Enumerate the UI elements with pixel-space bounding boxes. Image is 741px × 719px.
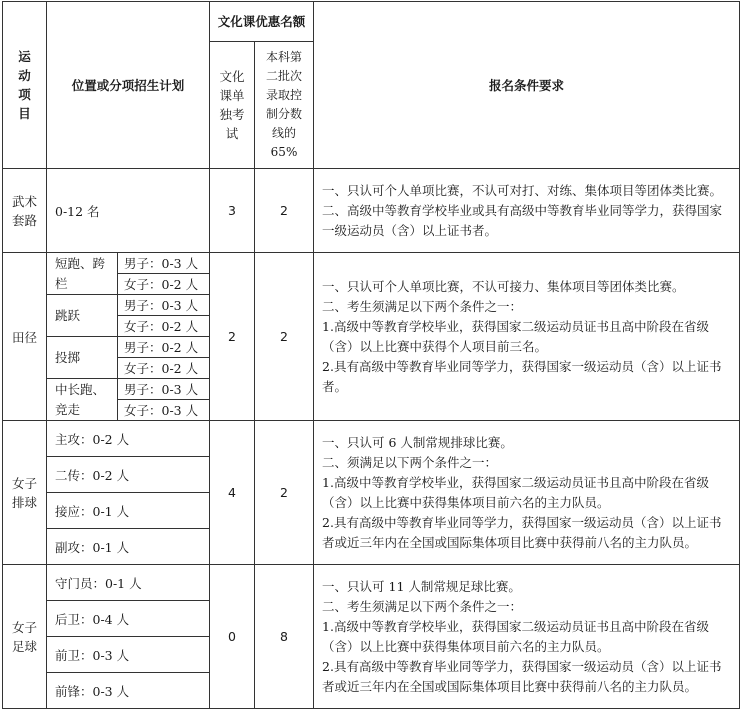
header-requirements: 报名条件要求 <box>314 2 740 169</box>
wushu-single: 3 <box>210 169 255 253</box>
sport-wushu <box>3 169 47 253</box>
requirement-line: 2.具有高级中等教育毕业同等学力，获得国家一级运动员（含）以上证书者或近三年内在全国或国际集体项目比赛中获得前八名的主力队员。 <box>322 658 722 694</box>
header-sport <box>3 2 47 169</box>
tianjing-event: 投掷 <box>47 337 118 379</box>
volleyball-single: 4 <box>210 421 255 565</box>
header-plan: 位置或分项招生计划 <box>47 2 210 169</box>
tianjing-requirements <box>314 253 740 421</box>
tianjing-male: 男子：0-2 人 <box>118 337 210 358</box>
requirement-line: 1.高级中等教育学校毕业，获得国家二级运动员证书且高中阶段在省级（含）以上比赛中获得个人项目前三名。 <box>322 318 709 354</box>
volleyball-line: 2 <box>255 421 314 565</box>
requirement-line: 二、考生须满足以下两个条件之一： <box>322 298 523 314</box>
wushu-plan: 0-12 名 <box>47 169 210 253</box>
header-quota-single-text: 文化课单独考试 <box>219 69 245 141</box>
admission-table <box>2 1 740 709</box>
football-single: 0 <box>210 565 255 709</box>
volleyball-requirements <box>314 421 740 565</box>
requirement-line: 二、须满足以下两个条件之一： <box>322 454 498 470</box>
tianjing-female: 女子：0-2 人 <box>118 316 210 337</box>
football-position: 前卫：0-3 人 <box>47 637 210 673</box>
volleyball-position: 主攻：0-2 人 <box>47 421 210 457</box>
header-quota-group <box>210 2 314 42</box>
tianjing-male: 男子：0-3 人 <box>118 295 210 316</box>
sport-football <box>3 565 47 709</box>
tianjing-male: 男子：0-3 人 <box>118 253 210 274</box>
requirement-line: 2.具有高级中等教育毕业同等学力，获得国家一级运动员（含）以上证书者或近三年内在全国或国际集体项目比赛中获得前八名的主力队员。 <box>322 514 722 550</box>
tianjing-female: 女子：0-2 人 <box>118 274 210 295</box>
tianjing-female: 女子：0-2 人 <box>118 358 210 379</box>
header-quota-line <box>255 42 314 169</box>
requirement-line: 2.具有高级中等教育毕业同等学力，获得国家一级运动员（含）以上证书者。 <box>322 358 722 394</box>
football-requirements <box>314 565 740 709</box>
row-wushu <box>3 169 740 253</box>
football-position: 前锋：0-3 人 <box>47 673 210 709</box>
requirement-line: 1.高级中等教育学校毕业，获得国家二级运动员证书且高中阶段在省级（含）以上比赛中获得集体项目前六名的主力队员。 <box>322 474 709 510</box>
header-quota-single <box>210 42 255 169</box>
requirement-line: 二、考生须满足以下两个条件之一： <box>322 598 523 614</box>
volleyball-position: 接应：0-1 人 <box>47 493 210 529</box>
header-row-1 <box>3 2 740 42</box>
sport-wushu-text: 武术套路 <box>11 193 37 228</box>
wushu-line: 2 <box>255 169 314 253</box>
requirement-line: 一、只认可 6 人制常规排球比赛。 <box>322 434 513 450</box>
row-tianjing-1 <box>3 253 740 274</box>
tianjing-single: 2 <box>210 253 255 421</box>
volleyball-position: 副攻：0-1 人 <box>47 529 210 565</box>
tianjing-male: 男子：0-3 人 <box>118 379 210 400</box>
tianjing-event <box>47 379 118 421</box>
volleyball-position: 二传：0-2 人 <box>47 457 210 493</box>
requirement-line: 一、只认可个人单项比赛，不认可对打、对练、集体项目等团体类比赛。 <box>322 182 723 198</box>
tianjing-line: 2 <box>255 253 314 421</box>
football-position: 守门员：0-1 人 <box>47 565 210 601</box>
football-position: 后卫：0-4 人 <box>47 601 210 637</box>
tianjing-event-name: 短跑、跨栏 <box>55 255 106 291</box>
sport-football-text: 女子足球 <box>11 619 37 654</box>
sport-volleyball <box>3 421 47 565</box>
requirement-line: 二、高级中等教育学校毕业或具有高级中等教育毕业同等学力，获得国家一级运动员（含）以上证书者。 <box>322 202 723 238</box>
header-sport-text: 运动项目 <box>18 49 31 121</box>
header-quota-line-text: 本科第二批次录取控制分数线的65% <box>266 50 303 159</box>
tianjing-event-name: 中长跑、竞走 <box>55 381 106 417</box>
football-line: 8 <box>255 565 314 709</box>
row-volleyball-1 <box>3 421 740 457</box>
tianjing-female: 女子：0-3 人 <box>118 400 210 421</box>
row-football-1 <box>3 565 740 601</box>
requirement-line: 1.高级中等教育学校毕业，获得国家二级运动员证书且高中阶段在省级（含）以上比赛中获得集体项目前六名的主力队员。 <box>322 618 709 654</box>
header-quota-group-text: 文化课优惠名额 <box>217 14 306 29</box>
tianjing-event: 跳跃 <box>47 295 118 337</box>
sport-volleyball-text: 女子排球 <box>11 475 37 510</box>
requirement-line: 一、只认可个人单项比赛，不认可接力、集体项目等团体类比赛。 <box>322 278 685 294</box>
sport-tianjing: 田径 <box>3 253 47 421</box>
wushu-requirements <box>314 169 740 253</box>
tianjing-event <box>47 253 118 295</box>
requirement-line: 一、只认可 11 人制常规足球比赛。 <box>322 578 521 594</box>
